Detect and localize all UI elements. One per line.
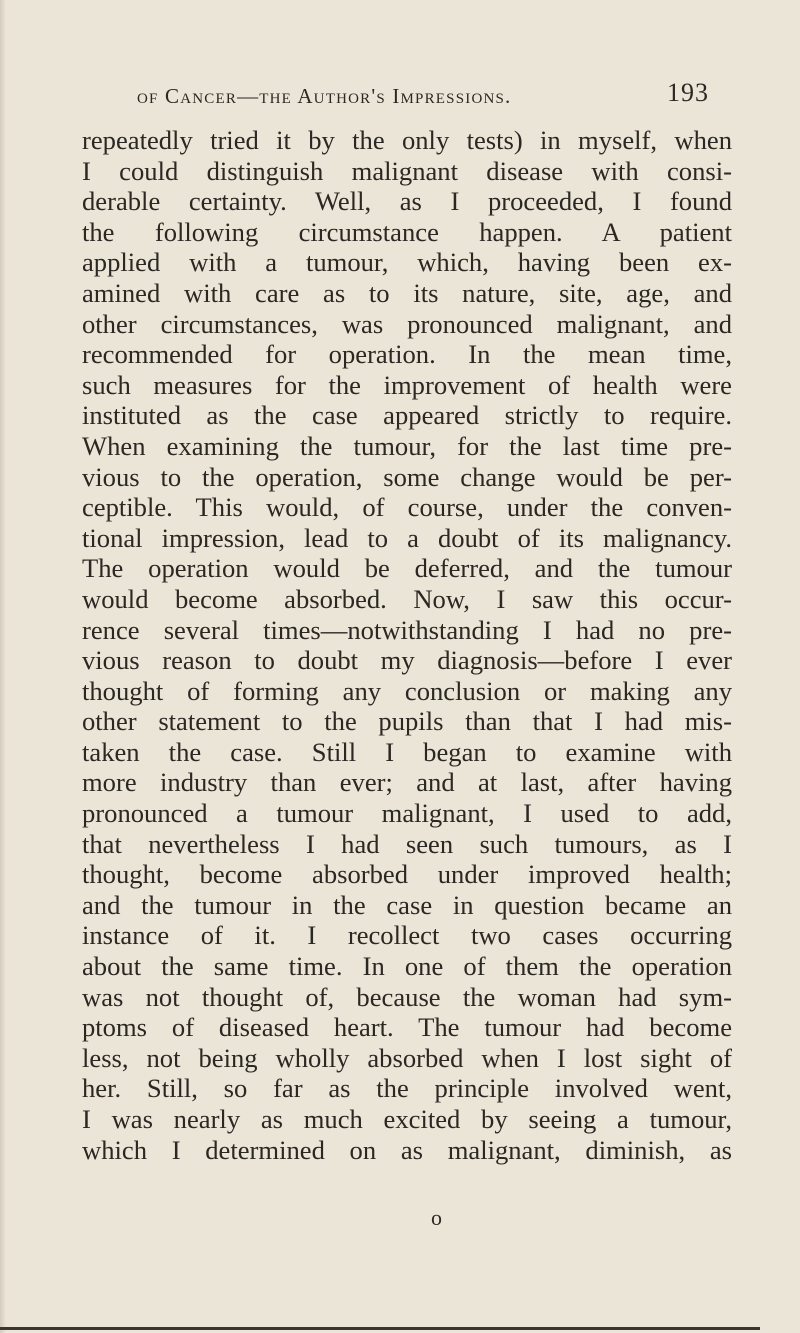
text-line: other circumstances, was pronounced malignant, and: [82, 308, 732, 339]
page-gutter-shadow: [0, 0, 6, 1333]
text-line: other statement to the pupils than that I had mis-: [82, 706, 732, 737]
running-title: of Cancer—the Author's Impressions.: [137, 84, 512, 108]
text-line: ceptible. This would, of course, under the conven-: [82, 492, 732, 523]
text-line: which I determined on as malignant, diminish, as: [82, 1134, 732, 1165]
text-line: vious reason to doubt my diagnosis—before I ever: [82, 645, 732, 676]
text-line: repeatedly tried it by the only tests) in myself, when: [82, 125, 732, 155]
text-line: and the tumour in the case in question became an: [82, 889, 732, 920]
bottom-rule: [0, 1327, 760, 1330]
text-line: such measures for the improvement of health were: [82, 369, 732, 400]
text-line: When examining the tumour, for the last time pre-: [82, 430, 732, 461]
text-line: instituted as the case appeared strictly to require.: [82, 400, 732, 431]
text-line: her. Still, so far as the principle involved went,: [82, 1073, 732, 1104]
body-text: [82, 125, 732, 1165]
text-line: pronounced a tumour malignant, I used to add,: [82, 798, 732, 829]
text-line: thought of forming any conclusion or making any: [82, 675, 732, 706]
page-number: 193: [667, 78, 709, 107]
text-line: was not thought of, because the woman had sym-: [82, 981, 732, 1012]
text-line: derable certainty. Well, as I proceeded, I found: [82, 186, 732, 217]
text-line: tional impression, lead to a doubt of its malignancy.: [82, 522, 732, 553]
text-line: about the same time. In one of them the operation: [82, 951, 732, 982]
text-line: applied with a tumour, which, having been ex-: [82, 247, 732, 278]
text-line: The operation would be deferred, and the tumour: [82, 553, 732, 584]
text-line: taken the case. Still I began to examine with: [82, 736, 732, 767]
text-line: that nevertheless I had seen such tumours, as I: [82, 828, 732, 859]
text-line: rence several times—notwithstanding I had no pre-: [82, 614, 732, 645]
signature-mark: o: [431, 1205, 442, 1230]
text-line: the following circumstance happen. A patient: [82, 216, 732, 247]
running-head: [137, 78, 737, 118]
text-line: ptoms of diseased heart. The tumour had become: [82, 1012, 732, 1043]
text-line: amined with care as to its nature, site, age, and: [82, 277, 732, 308]
text-line: instance of it. I recollect two cases occurring: [82, 920, 732, 951]
text-line: thought, become absorbed under improved health;: [82, 859, 732, 890]
text-line: less, not being wholly absorbed when I lost sight of: [82, 1042, 732, 1073]
text-line: would become absorbed. Now, I saw this occur-: [82, 583, 732, 614]
text-line: more industry than ever; and at last, after having: [82, 767, 732, 798]
text-line: I could distinguish malignant disease with consi-: [82, 155, 732, 186]
text-line: vious to the operation, some change would be per-: [82, 461, 732, 492]
text-line: recommended for operation. In the mean time,: [82, 339, 732, 370]
text-line: I was nearly as much excited by seeing a tumour,: [82, 1104, 732, 1134]
